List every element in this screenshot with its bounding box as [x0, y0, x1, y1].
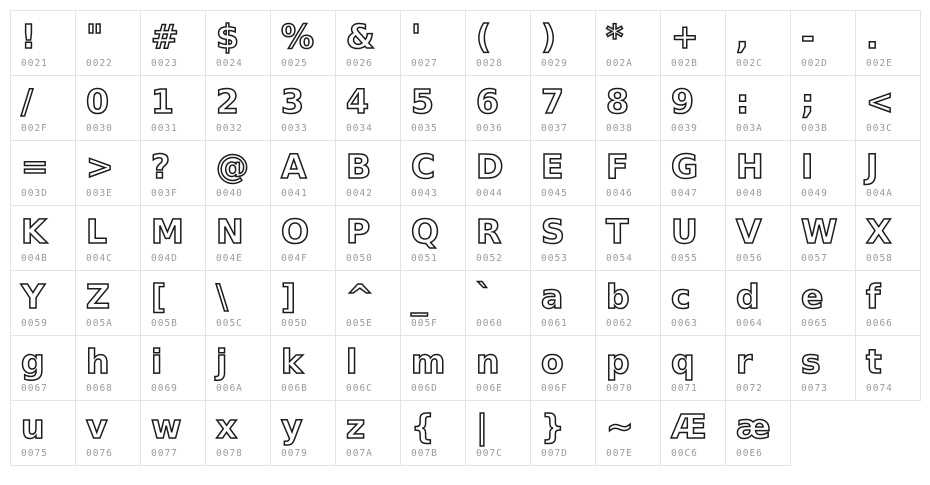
glyph-cell[interactable] [141, 141, 206, 206]
codepoint-label: 0072 [736, 383, 763, 394]
glyph-cell[interactable] [856, 11, 921, 76]
codepoint-label: 0059 [21, 318, 48, 329]
glyph-cell[interactable] [856, 141, 921, 206]
glyph-preview: f [866, 277, 881, 316]
codepoint-label: 0051 [411, 253, 438, 264]
glyph-preview: ] [281, 277, 297, 316]
glyph-preview: * [606, 17, 624, 56]
glyph-cell[interactable] [271, 336, 336, 401]
glyph-preview: O [281, 212, 310, 251]
glyph-preview: 1 [151, 82, 174, 121]
glyph-cell[interactable] [726, 206, 791, 271]
codepoint-label: 0074 [866, 383, 893, 394]
glyph-preview: h [86, 342, 110, 381]
glyph-preview: _ [411, 277, 428, 316]
glyph-cell[interactable] [141, 76, 206, 141]
glyph-cell[interactable] [336, 336, 401, 401]
glyph-preview: J [866, 147, 879, 186]
codepoint-label: 004A [866, 188, 893, 199]
glyph-cell[interactable] [271, 141, 336, 206]
glyph-preview: & [346, 17, 375, 56]
glyph-preview: o [541, 342, 564, 381]
glyph-preview: G [671, 147, 699, 186]
glyph-preview: Æ [671, 407, 707, 446]
glyph-preview: 6 [476, 82, 499, 121]
codepoint-label: 0040 [216, 188, 243, 199]
codepoint-label: 0024 [216, 58, 243, 69]
glyph-cell[interactable] [856, 336, 921, 401]
glyph-cell[interactable] [11, 401, 76, 466]
codepoint-label: 0078 [216, 448, 243, 459]
codepoint-label: 004C [86, 253, 113, 264]
codepoint-label: 0052 [476, 253, 503, 264]
codepoint-label: 0035 [411, 123, 438, 134]
glyph-cell[interactable] [726, 401, 791, 466]
glyph-preview: a [541, 277, 564, 316]
codepoint-label: 0075 [21, 448, 48, 459]
glyph-cell[interactable] [11, 271, 76, 336]
glyph-preview: F [606, 147, 629, 186]
glyph-preview: P [346, 212, 371, 251]
glyph-preview: 7 [541, 82, 564, 121]
glyph-preview: 5 [411, 82, 434, 121]
codepoint-label: 002A [606, 58, 633, 69]
glyph-preview: N [216, 212, 244, 251]
glyph-cell[interactable] [206, 206, 271, 271]
glyph-preview: # [151, 17, 179, 56]
glyph-preview: A [281, 147, 307, 186]
codepoint-label: 004F [281, 253, 308, 264]
glyph-preview: \ [216, 277, 229, 316]
glyph-preview: W [801, 212, 838, 251]
codepoint-label: 0045 [541, 188, 568, 199]
codepoint-label: 0034 [346, 123, 373, 134]
glyph-cell[interactable] [531, 336, 596, 401]
codepoint-label: 0039 [671, 123, 698, 134]
glyph-preview: k [281, 342, 303, 381]
glyph-preview: D [476, 147, 504, 186]
glyph-cell[interactable] [596, 11, 661, 76]
codepoint-label: 0026 [346, 58, 373, 69]
glyph-preview: s [801, 342, 821, 381]
glyph-cell[interactable] [336, 76, 401, 141]
glyph-preview: z [346, 407, 366, 446]
glyph-cell[interactable] [596, 401, 661, 466]
glyph-cell[interactable] [76, 271, 141, 336]
codepoint-label: 0038 [606, 123, 633, 134]
codepoint-label: 005B [151, 318, 178, 329]
glyph-preview: " [86, 17, 104, 56]
codepoint-label: 0062 [606, 318, 633, 329]
codepoint-label: 0041 [281, 188, 308, 199]
codepoint-label: 0067 [21, 383, 48, 394]
glyph-cell[interactable] [11, 206, 76, 271]
codepoint-label: 00E6 [736, 448, 763, 459]
glyph-preview: $ [216, 17, 239, 56]
glyph-preview: : [736, 82, 750, 121]
glyph-cell[interactable] [466, 401, 531, 466]
codepoint-label: 0063 [671, 318, 698, 329]
glyph-preview: I [801, 147, 814, 186]
codepoint-label: 0027 [411, 58, 438, 69]
glyph-preview: - [801, 17, 815, 56]
glyph-cell[interactable] [726, 141, 791, 206]
codepoint-label: 007C [476, 448, 503, 459]
codepoint-label: 0048 [736, 188, 763, 199]
glyph-preview: M [151, 212, 184, 251]
glyph-cell[interactable] [76, 401, 141, 466]
glyph-preview: r [736, 342, 753, 381]
codepoint-label: 0076 [86, 448, 113, 459]
glyph-preview: ' [411, 17, 422, 56]
glyph-cell[interactable] [596, 141, 661, 206]
glyph-preview: æ [736, 407, 771, 446]
glyph-preview: Y [21, 277, 45, 316]
glyph-cell[interactable] [661, 206, 726, 271]
codepoint-label: 006B [281, 383, 308, 394]
codepoint-label: 0033 [281, 123, 308, 134]
codepoint-label: 0044 [476, 188, 503, 199]
glyph-preview: j [216, 342, 228, 381]
glyph-cell[interactable] [11, 76, 76, 141]
glyph-preview: / [21, 82, 34, 121]
glyph-cell[interactable] [271, 76, 336, 141]
codepoint-label: 005E [346, 318, 373, 329]
glyph-preview: l [346, 342, 358, 381]
glyph-preview: e [801, 277, 824, 316]
glyph-preview: ! [21, 17, 37, 56]
glyph-preview: m [411, 342, 446, 381]
codepoint-label: 005F [411, 318, 438, 329]
codepoint-label: 0079 [281, 448, 308, 459]
codepoint-label: 004B [21, 253, 48, 264]
codepoint-label: 0042 [346, 188, 373, 199]
codepoint-label: 006F [541, 383, 568, 394]
glyph-cell[interactable] [791, 271, 856, 336]
glyph-preview: 0 [86, 82, 109, 121]
glyph-cell[interactable] [791, 336, 856, 401]
codepoint-label: 0050 [346, 253, 373, 264]
codepoint-label: 003D [21, 188, 48, 199]
glyph-preview: p [606, 342, 630, 381]
glyph-cell[interactable] [11, 141, 76, 206]
glyph-preview: ? [151, 147, 171, 186]
codepoint-label: 007E [606, 448, 633, 459]
glyph-preview: 9 [671, 82, 694, 121]
glyph-preview: ` [476, 277, 493, 316]
glyph-preview: n [476, 342, 500, 381]
glyph-preview: Z [86, 277, 110, 316]
glyph-preview: 4 [346, 82, 369, 121]
glyph-cell[interactable] [466, 76, 531, 141]
glyph-preview: } [541, 407, 565, 446]
glyph-cell[interactable] [401, 271, 466, 336]
glyph-cell[interactable] [271, 271, 336, 336]
glyph-preview: , [736, 17, 749, 56]
codepoint-label: 003E [86, 188, 113, 199]
codepoint-label: 0055 [671, 253, 698, 264]
codepoint-label: 003B [801, 123, 828, 134]
glyph-preview: { [411, 407, 435, 446]
glyph-preview: ) [541, 17, 557, 56]
glyph-cell[interactable] [206, 11, 271, 76]
codepoint-label: 006A [216, 383, 243, 394]
glyph-cell[interactable] [76, 336, 141, 401]
glyph-preview: y [281, 407, 303, 446]
glyph-cell[interactable] [856, 206, 921, 271]
glyph-cell[interactable] [401, 206, 466, 271]
codepoint-label: 005C [216, 318, 243, 329]
codepoint-label: 0056 [736, 253, 763, 264]
glyph-cell[interactable] [726, 11, 791, 76]
glyph-cell[interactable] [726, 271, 791, 336]
glyph-cell[interactable] [531, 401, 596, 466]
glyph-preview: < [866, 82, 894, 121]
glyph-cell[interactable] [336, 141, 401, 206]
glyph-cell[interactable] [791, 206, 856, 271]
codepoint-label: 003F [151, 188, 178, 199]
glyph-preview: H [736, 147, 764, 186]
glyph-cell[interactable] [531, 141, 596, 206]
codepoint-label: 007A [346, 448, 373, 459]
glyph-preview: % [281, 17, 315, 56]
glyph-preview: ( [476, 17, 492, 56]
glyph-preview: Q [411, 212, 440, 251]
glyph-cell[interactable] [141, 336, 206, 401]
codepoint-label: 0058 [866, 253, 893, 264]
codepoint-label: 0049 [801, 188, 828, 199]
glyph-cell[interactable] [791, 11, 856, 76]
glyph-cell[interactable] [76, 206, 141, 271]
codepoint-label: 002F [21, 123, 48, 134]
glyph-cell[interactable] [726, 76, 791, 141]
glyph-preview: [ [151, 277, 167, 316]
codepoint-label: 005A [86, 318, 113, 329]
glyph-cell[interactable] [141, 206, 206, 271]
glyph-cell[interactable] [856, 76, 921, 141]
glyph-cell[interactable] [206, 271, 271, 336]
glyph-cell[interactable] [661, 11, 726, 76]
glyph-cell[interactable] [336, 206, 401, 271]
glyph-preview: 3 [281, 82, 304, 121]
glyph-preview: R [476, 212, 502, 251]
glyph-cell[interactable] [661, 141, 726, 206]
glyph-cell[interactable] [11, 11, 76, 76]
glyph-cell[interactable] [531, 206, 596, 271]
glyph-cell[interactable] [791, 141, 856, 206]
glyph-preview: @ [216, 147, 249, 186]
glyph-cell[interactable] [596, 271, 661, 336]
glyph-preview: B [346, 147, 372, 186]
codepoint-label: 003C [866, 123, 893, 134]
codepoint-label: 0030 [86, 123, 113, 134]
codepoint-label: 0054 [606, 253, 633, 264]
glyph-cell[interactable] [596, 336, 661, 401]
glyph-preview: d [736, 277, 760, 316]
codepoint-label: 0064 [736, 318, 763, 329]
codepoint-label: 0029 [541, 58, 568, 69]
codepoint-label: 0032 [216, 123, 243, 134]
codepoint-label: 0068 [86, 383, 113, 394]
codepoint-label: 002B [671, 58, 698, 69]
glyph-cell[interactable] [76, 76, 141, 141]
glyph-cell[interactable] [596, 76, 661, 141]
glyph-cell[interactable] [661, 401, 726, 466]
glyph-preview: ; [801, 82, 815, 121]
glyph-cell[interactable] [401, 11, 466, 76]
glyph-preview: T [606, 212, 629, 251]
glyph-preview: K [21, 212, 47, 251]
glyph-preview: w [151, 407, 182, 446]
codepoint-label: 0070 [606, 383, 633, 394]
codepoint-label: 0066 [866, 318, 893, 329]
glyph-preview: ^ [346, 277, 374, 316]
glyph-cell[interactable] [466, 206, 531, 271]
glyph-cell[interactable] [141, 271, 206, 336]
codepoint-label: 0022 [86, 58, 113, 69]
glyph-cell[interactable] [466, 336, 531, 401]
glyph-cell[interactable] [271, 206, 336, 271]
glyph-cell[interactable] [531, 76, 596, 141]
codepoint-label: 0037 [541, 123, 568, 134]
codepoint-label: 0069 [151, 383, 178, 394]
codepoint-label: 002C [736, 58, 763, 69]
glyph-preview: q [671, 342, 695, 381]
glyph-cell[interactable] [206, 401, 271, 466]
glyph-cell[interactable] [661, 271, 726, 336]
glyph-preview: V [736, 212, 762, 251]
codepoint-label: 0046 [606, 188, 633, 199]
codepoint-label: 0053 [541, 253, 568, 264]
glyph-preview: . [866, 17, 879, 56]
glyph-preview: u [21, 407, 45, 446]
glyph-preview: 8 [606, 82, 629, 121]
codepoint-label: 006E [476, 383, 503, 394]
glyph-cell[interactable] [271, 401, 336, 466]
glyph-cell[interactable] [206, 336, 271, 401]
codepoint-label: 002D [801, 58, 828, 69]
codepoint-label: 0065 [801, 318, 828, 329]
glyph-preview: C [411, 147, 436, 186]
codepoint-label: 0036 [476, 123, 503, 134]
glyph-preview: v [86, 407, 108, 446]
glyph-cell[interactable] [76, 141, 141, 206]
glyph-preview: E [541, 147, 564, 186]
glyph-cell[interactable] [141, 401, 206, 466]
codepoint-label: 005D [281, 318, 308, 329]
glyph-preview: 2 [216, 82, 239, 121]
glyph-cell[interactable] [141, 11, 206, 76]
glyph-preview: | [476, 407, 489, 446]
glyph-preview: + [671, 17, 699, 56]
glyph-cell[interactable] [271, 11, 336, 76]
glyph-cell[interactable] [466, 141, 531, 206]
glyph-preview: X [866, 212, 892, 251]
glyph-preview: = [21, 147, 49, 186]
codepoint-label: 002E [866, 58, 893, 69]
glyph-preview: S [541, 212, 565, 251]
character-map-grid [10, 10, 921, 466]
glyph-cell[interactable] [401, 336, 466, 401]
glyph-cell[interactable] [401, 141, 466, 206]
codepoint-label: 0061 [541, 318, 568, 329]
codepoint-label: 0028 [476, 58, 503, 69]
glyph-preview: i [151, 342, 163, 381]
glyph-cell[interactable] [661, 336, 726, 401]
codepoint-label: 0025 [281, 58, 308, 69]
glyph-preview: ~ [606, 407, 634, 446]
glyph-cell[interactable] [661, 76, 726, 141]
glyph-preview: > [86, 147, 114, 186]
codepoint-label: 0031 [151, 123, 178, 134]
codepoint-label: 0060 [476, 318, 503, 329]
glyph-cell[interactable] [791, 76, 856, 141]
glyph-preview: b [606, 277, 630, 316]
glyph-preview: U [671, 212, 698, 251]
glyph-cell[interactable] [206, 141, 271, 206]
glyph-cell[interactable] [726, 336, 791, 401]
codepoint-label: 006C [346, 383, 373, 394]
glyph-cell[interactable] [336, 11, 401, 76]
glyph-preview: x [216, 407, 238, 446]
codepoint-label: 0021 [21, 58, 48, 69]
glyph-cell[interactable] [856, 271, 921, 336]
codepoint-label: 0071 [671, 383, 698, 394]
glyph-cell[interactable] [531, 11, 596, 76]
codepoint-label: 00C6 [671, 448, 698, 459]
glyph-cell[interactable] [401, 401, 466, 466]
glyph-preview: g [21, 342, 45, 381]
glyph-cell[interactable] [466, 271, 531, 336]
glyph-cell[interactable] [596, 206, 661, 271]
codepoint-label: 004D [151, 253, 178, 264]
glyph-cell[interactable] [531, 271, 596, 336]
codepoint-label: 003A [736, 123, 763, 134]
glyph-preview: t [866, 342, 882, 381]
codepoint-label: 006D [411, 383, 438, 394]
codepoint-label: 0057 [801, 253, 828, 264]
codepoint-label: 0073 [801, 383, 828, 394]
glyph-cell[interactable] [76, 11, 141, 76]
codepoint-label: 007B [411, 448, 438, 459]
glyph-cell[interactable] [466, 11, 531, 76]
codepoint-label: 0023 [151, 58, 178, 69]
glyph-cell[interactable] [401, 76, 466, 141]
codepoint-label: 0043 [411, 188, 438, 199]
codepoint-label: 004E [216, 253, 243, 264]
codepoint-label: 0077 [151, 448, 178, 459]
codepoint-label: 007D [541, 448, 568, 459]
glyph-cell[interactable] [206, 76, 271, 141]
glyph-preview: L [86, 212, 108, 251]
glyph-preview: c [671, 277, 691, 316]
glyph-cell[interactable] [11, 336, 76, 401]
codepoint-label: 0047 [671, 188, 698, 199]
glyph-cell[interactable] [336, 401, 401, 466]
glyph-cell[interactable] [336, 271, 401, 336]
